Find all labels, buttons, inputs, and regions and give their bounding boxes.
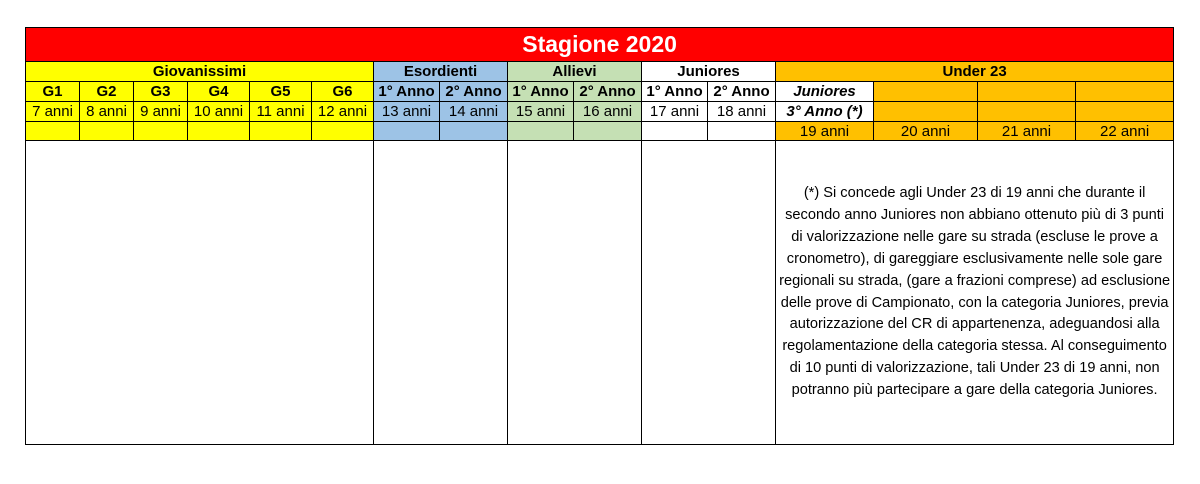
allievi-body xyxy=(508,141,642,445)
age-cell: 12 anni xyxy=(312,102,374,122)
group-giovanissimi: Giovanissimi xyxy=(26,62,374,82)
label-juniores-1: 1° Anno xyxy=(642,82,708,102)
label-juniores-2: 2° Anno xyxy=(708,82,776,102)
label-g2: G2 xyxy=(80,82,134,102)
empty-cell xyxy=(978,82,1076,102)
esordienti-body xyxy=(374,141,508,445)
age-cell: 18 anni xyxy=(708,102,776,122)
footnote-cell xyxy=(776,141,1174,445)
empty-cell xyxy=(1076,82,1174,102)
group-esordienti: Esordienti xyxy=(374,62,508,82)
group-allievi: Allievi xyxy=(508,62,642,82)
age-cell: 8 anni xyxy=(80,102,134,122)
empty-cell xyxy=(874,102,978,122)
age-cell: 9 anni xyxy=(134,102,188,122)
empty-cell xyxy=(188,122,250,141)
group-under23: Under 23 xyxy=(776,62,1174,82)
age-cell: 13 anni xyxy=(374,102,440,122)
empty-cell xyxy=(574,122,642,141)
label-g5: G5 xyxy=(250,82,312,102)
label-g4: G4 xyxy=(188,82,250,102)
age-cell: 19 anni xyxy=(776,122,874,141)
label-g6: G6 xyxy=(312,82,374,102)
age-cell: 10 anni xyxy=(188,102,250,122)
age-cell: 7 anni xyxy=(26,102,80,122)
season-table xyxy=(25,27,1174,445)
giovanissimi-body xyxy=(26,141,374,445)
empty-cell xyxy=(978,102,1076,122)
empty-cell xyxy=(374,122,440,141)
empty-cell xyxy=(708,122,776,141)
age-cell: 21 anni xyxy=(978,122,1076,141)
label-allievi-1: 1° Anno xyxy=(508,82,574,102)
label-allievi-2: 2° Anno xyxy=(574,82,642,102)
empty-cell xyxy=(312,122,374,141)
empty-cell xyxy=(26,122,80,141)
empty-cell xyxy=(80,122,134,141)
age-cell: 11 anni xyxy=(250,102,312,122)
empty-cell xyxy=(440,122,508,141)
empty-cell xyxy=(250,122,312,141)
empty-cell xyxy=(134,122,188,141)
age-cell: 16 anni xyxy=(574,102,642,122)
third-year-label: 3° Anno (*) xyxy=(776,102,874,122)
page-title: Stagione 2020 xyxy=(26,28,1174,62)
label-esordienti-1: 1° Anno xyxy=(374,82,440,102)
age-cell: 17 anni xyxy=(642,102,708,122)
age-cell: 14 anni xyxy=(440,102,508,122)
juniores-body xyxy=(642,141,776,445)
label-g1: G1 xyxy=(26,82,80,102)
empty-cell xyxy=(874,82,978,102)
empty-cell xyxy=(642,122,708,141)
label-g3: G3 xyxy=(134,82,188,102)
footnote-text: (*) Si concede agli Under 23 di 19 anni che durante il secondo anno Juniores non abbiano ottenuto più di 3 punti di valorizzazione nelle gare su strada (escluse le prove a cronometro), di gareggiare esclusivamente nelle sole gare regionali su strada, (gare a frazioni comprese) ad esclusione delle prove di Campionato, con la categoria Juniores, previa autorizzazione del CR di appartenenza, adeguandosi alla regolamentazione della categoria stessa. Al conseguimento di 10 punti di valorizzazione, tali Under 23 di 19 anni, non potranno più partecipare a gare della categoria Juniores. xyxy=(779,185,1171,399)
empty-cell xyxy=(1076,102,1174,122)
age-cell: 22 anni xyxy=(1076,122,1174,141)
age-cell: 15 anni xyxy=(508,102,574,122)
empty-cell xyxy=(508,122,574,141)
group-juniores: Juniores xyxy=(642,62,776,82)
label-esordienti-2: 2° Anno xyxy=(440,82,508,102)
label-under23-juniores: Juniores xyxy=(776,82,874,102)
age-cell: 20 anni xyxy=(874,122,978,141)
